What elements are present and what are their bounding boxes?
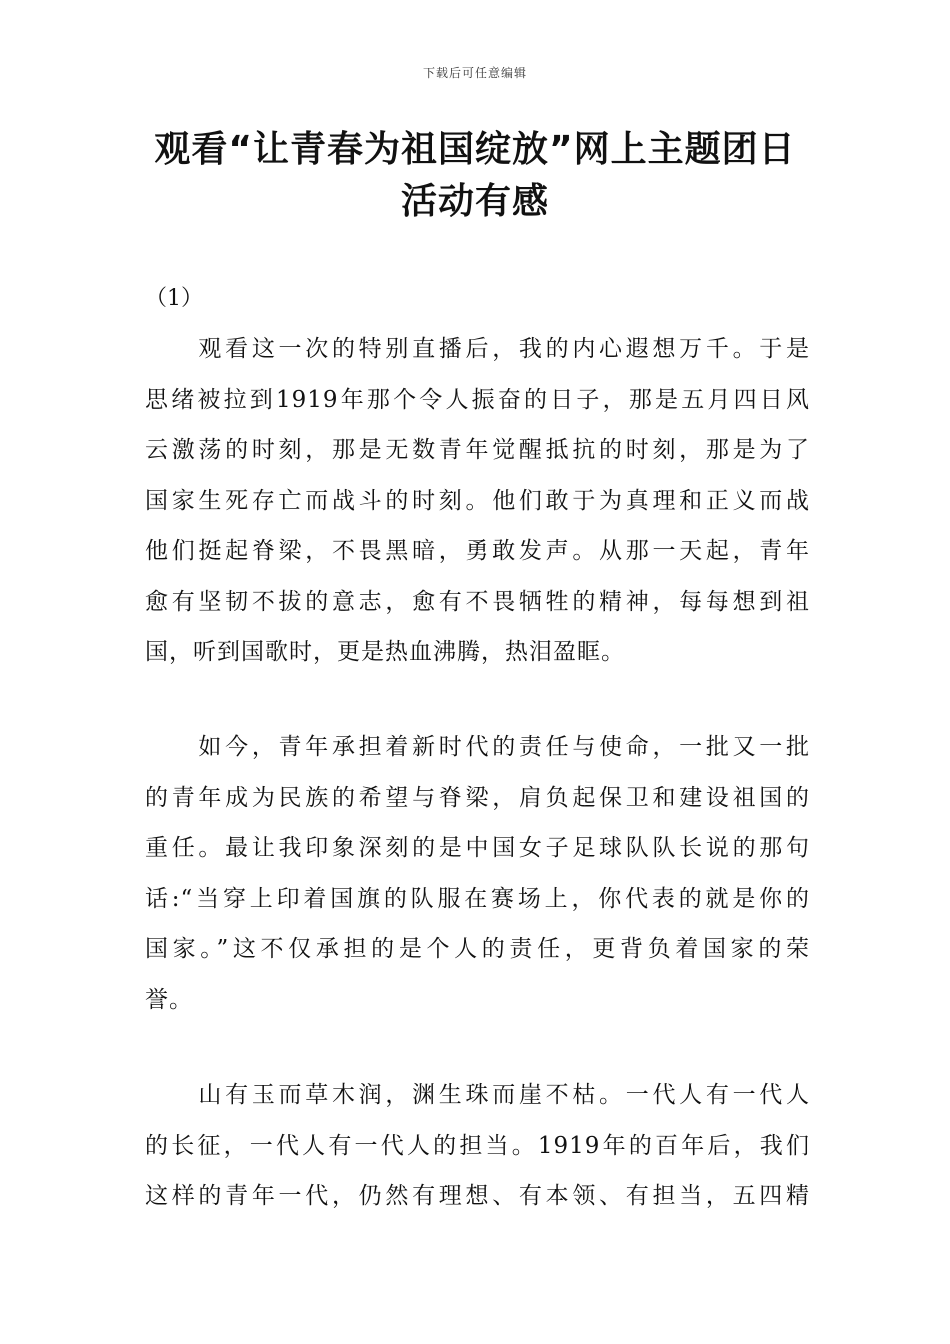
title-line-1: 观看“让青春为祖国绽放”网上主题团日 [154, 129, 796, 170]
section-label: （1） [145, 286, 203, 311]
paragraph-line: 重任。最让我印象深刻的是中国女子足球队队长说的那句 [145, 835, 810, 861]
paragraph-line: 山有玉而草木润，渊生珠而崖不枯。一代人有一代人 [145, 1082, 810, 1108]
paragraph-line: 如今，青年承担着新时代的责任与使命，一批又一批 [145, 734, 810, 760]
paragraph-line: 观看这一次的特别直播后，我的内心遐想万千。于是 [145, 336, 810, 362]
paragraph-line: 这样的青年一代，仍然有理想、有本领、有担当，五四精 [145, 1183, 810, 1209]
paragraph-line: 誉。 [145, 986, 193, 1013]
paragraph-line: 他们挺起脊梁，不畏黑暗，勇敢发声。从那一天起，青年 [145, 538, 810, 564]
paragraph-line: 国家生死存亡而战斗的时刻。他们敢于为真理和正义而战 [145, 487, 810, 514]
paragraph-line: 国，听到国歌时，更是热血沸腾，热泪盈眶。 [145, 639, 625, 665]
paragraph-3 [145, 1070, 810, 1222]
paragraph-line: 思绪被拉到1919年那个令人振奋的日子，那是五月四日风 [145, 386, 810, 413]
download-note: 下载后可任意编辑 [422, 66, 527, 80]
paragraph-line: 愈有坚韧不拔的意志，愈有不畏牺牲的精神，每每想到祖 [145, 588, 810, 615]
paragraph-1 [145, 324, 810, 678]
paragraph-line: 的青年成为民族的希望与脊梁，肩负起保卫和建设祖国的 [145, 784, 810, 811]
document-title [145, 124, 805, 228]
paragraph-line: 的长征，一代人有一代人的担当。1919年的百年后，我们 [145, 1132, 810, 1159]
paragraph-line: 云激荡的时刻，那是无数青年觉醒抵抗的时刻，那是为了 [145, 437, 810, 463]
paragraph-line: 国家。”这不仅承担的是个人的责任，更背负着国家的荣 [145, 936, 810, 962]
title-line-2: 活动有感 [400, 181, 549, 222]
paragraph-line: 话:“当穿上印着国旗的队服在赛场上，你代表的就是你的 [145, 885, 810, 912]
paragraph-2 [145, 722, 810, 1025]
